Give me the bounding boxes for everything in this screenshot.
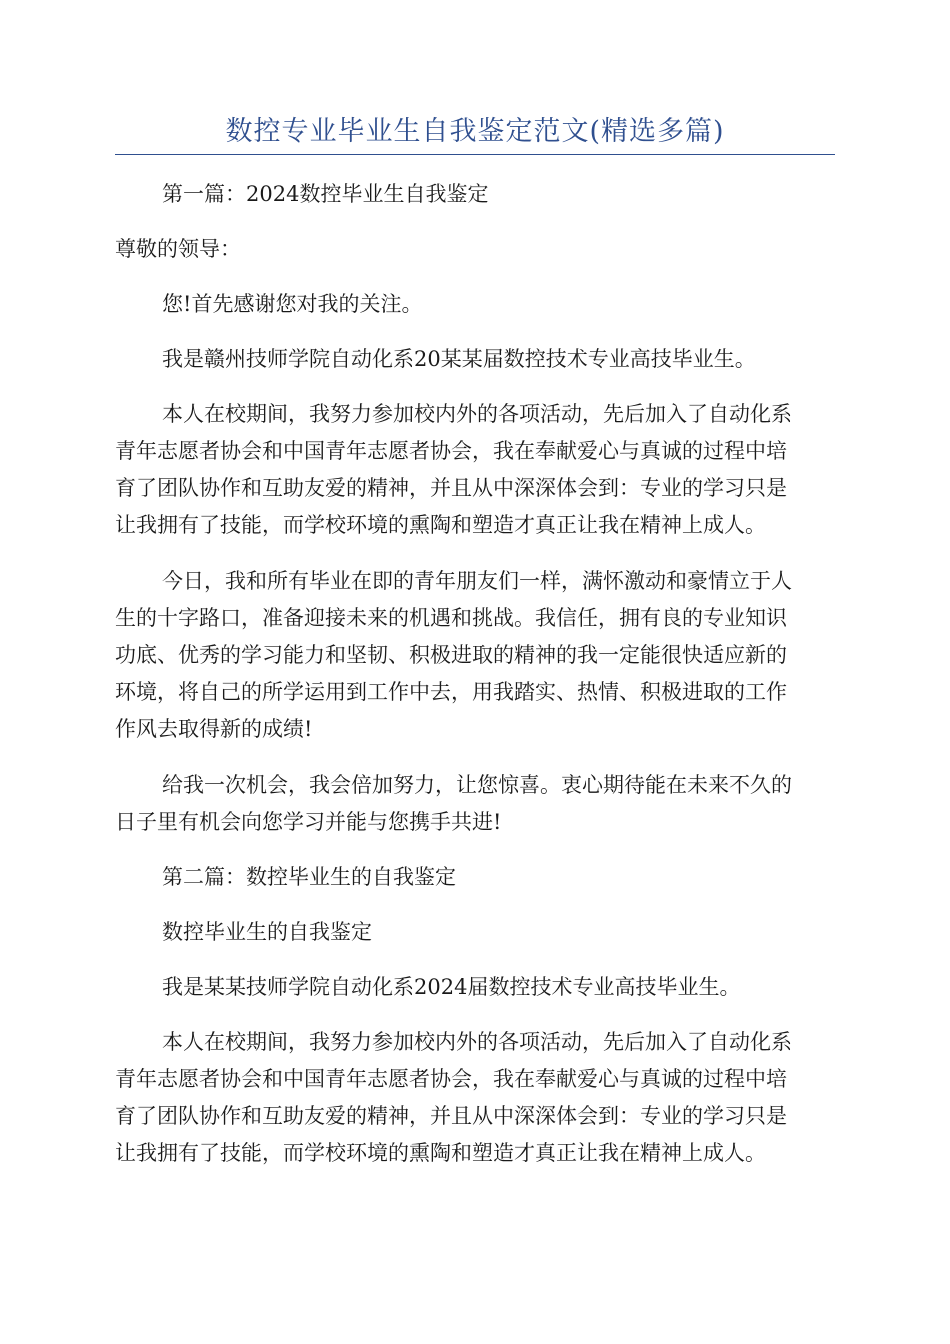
paragraph-line: 环境，将自己的所学运用到工作中去，用我踏实、热情、积极进取的工作: [115, 680, 787, 704]
paragraph-line: 数控毕业生的自我鉴定: [162, 920, 372, 944]
paragraph-intro-2: [115, 969, 880, 1006]
paragraph-line: 我是赣州技师学院自动化系20某某届数控技术专业高技毕业生。: [162, 347, 756, 371]
paragraph-line: 我是某某技师学院自动化系2024届数控技术专业高技毕业生。: [162, 975, 741, 999]
paragraph-line: 青年志愿者协会和中国青年志愿者协会，我在奉献爱心与真诚的过程中培: [115, 1067, 787, 1091]
paragraph-line: 尊敬的领导：: [115, 237, 241, 261]
paragraph-line: 功底、优秀的学习能力和坚韧、积极进取的精神的我一定能很快适应新的: [115, 643, 787, 667]
paragraph-intro: [115, 341, 880, 378]
paragraph-future: [115, 563, 833, 748]
paragraph-line: 今日，我和所有毕业在即的青年朋友们一样，满怀激动和豪情立于人: [162, 569, 792, 593]
paragraph-campus-activities: [115, 396, 833, 544]
paragraph-line: 第一篇：2024数控毕业生自我鉴定: [162, 182, 489, 206]
paragraph-closing: [115, 767, 833, 841]
paragraph-heading-1: [115, 176, 880, 213]
paragraph-line: 第二篇：数控毕业生的自我鉴定: [162, 865, 456, 889]
paragraph-line: 本人在校期间，我努力参加校内外的各项活动，先后加入了自动化系: [162, 402, 792, 426]
paragraph-line: 作风去取得新的成绩!: [115, 717, 313, 741]
paragraph-greeting: [115, 286, 880, 323]
paragraph-campus-activities-2: [115, 1024, 833, 1172]
paragraph-line: 让我拥有了技能，而学校环境的熏陶和塑造才真正让我在精神上成人。: [115, 1141, 766, 1165]
paragraph-line: 育了团队协作和互助友爱的精神，并且从中深深体会到：专业的学习只是: [115, 476, 787, 500]
paragraph-line: 育了团队协作和互助友爱的精神，并且从中深深体会到：专业的学习只是: [115, 1104, 787, 1128]
paragraph-line: 青年志愿者协会和中国青年志愿者协会，我在奉献爱心与真诚的过程中培: [115, 439, 787, 463]
document-title: 数控专业毕业生自我鉴定范文(精选多篇): [225, 116, 725, 147]
paragraph-line: 生的十字路口，准备迎接未来的机遇和挑战。我信任，拥有良的专业知识: [115, 606, 787, 630]
paragraph-salutation: [115, 231, 833, 268]
paragraph-line: 您!首先感谢您对我的关注。: [162, 292, 423, 316]
paragraph-line: 日子里有机会向您学习并能与您携手共进!: [115, 810, 502, 834]
paragraph-line: 给我一次机会，我会倍加努力，让您惊喜。衷心期待能在未来不久的: [162, 773, 792, 797]
paragraph-heading-2: [115, 859, 880, 896]
paragraph-subtitle: [115, 914, 880, 951]
title-underline: [115, 154, 835, 155]
paragraph-line: 本人在校期间，我努力参加校内外的各项活动，先后加入了自动化系: [162, 1030, 792, 1054]
paragraph-line: 让我拥有了技能，而学校环境的熏陶和塑造才真正让我在精神上成人。: [115, 513, 766, 537]
